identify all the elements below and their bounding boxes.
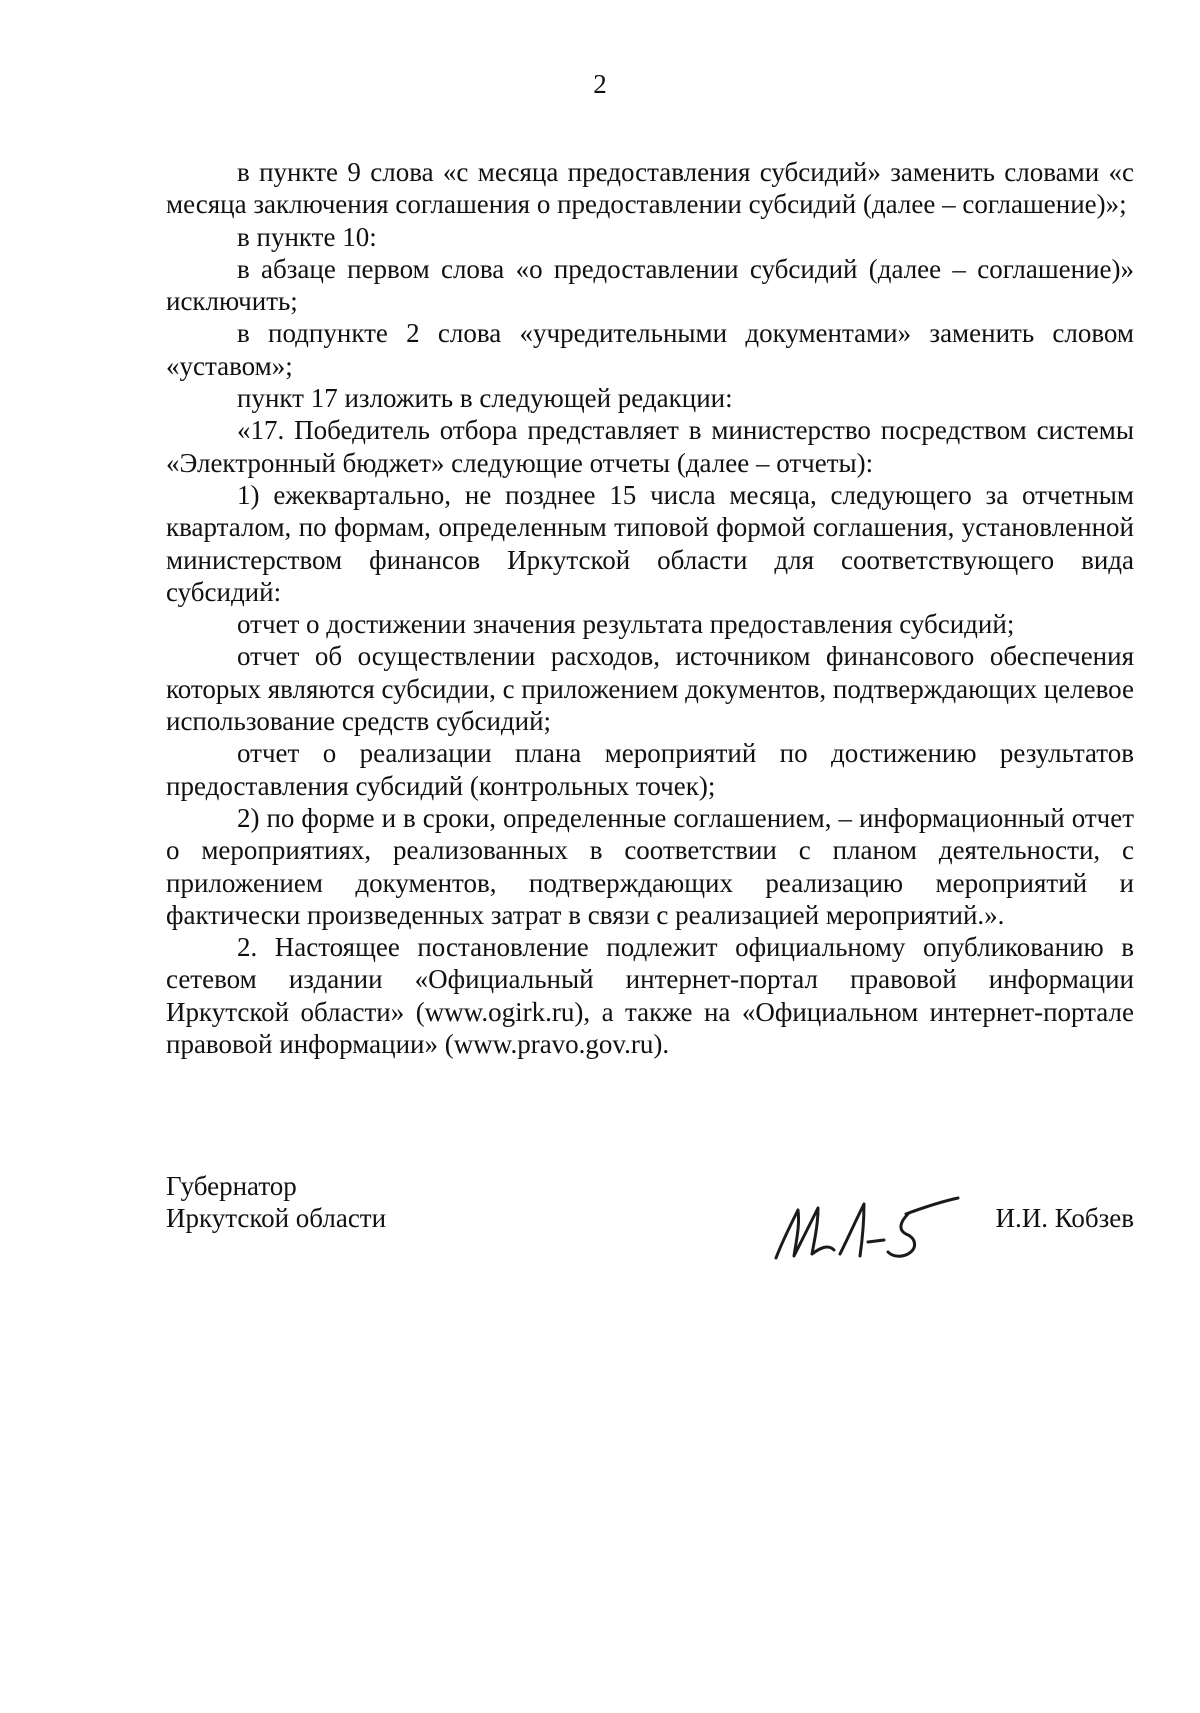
paragraph: пункт 17 изложить в следующей редакции: <box>237 383 733 414</box>
paragraph: 2. Настоящее постановление подлежит официальному опубликованию в сетевом издании «Официальный интернет-портал правовой информации Иркутской области» (www.ogirk.ru), а также на «Официальном интернет-портале правовой информации» (www.pravo.gov.ru). <box>166 932 1134 1060</box>
paragraph: в пункте 10: <box>237 221 377 252</box>
paragraph: в пункте 9 слова «с месяца предоставления субсидий» заменить словами «с месяца заключения соглашения о предоставлении субсидий (далее – соглашение)»; <box>166 157 1134 220</box>
paragraph: отчет о достижении значения результата предоставления субсидий; <box>237 609 1015 640</box>
signatory-position-line: Губернатор <box>166 1171 297 1201</box>
paragraph: 2) по форме и в сроки, определенные соглашением, – информационный отчет о мероприятиях, реализованных в соответствии с планом деятельности, с приложением документов, подтверждающих реализацию мероприятий и фактически произведенных затрат в связи с реализацией мероприятий.». <box>166 802 1134 930</box>
paragraph: в подпункте 2 слова «учредительными документами» заменить словом «уставом»; <box>166 318 1134 381</box>
paragraph: в абзаце первом слова «о предоставлении субсидий (далее – соглашение)» исключить; <box>166 253 1134 317</box>
signatory-position <box>166 1170 386 1235</box>
signature-block <box>166 1170 1134 1290</box>
paragraph: 1) ежеквартально, не позднее 15 числа месяца, следующего за отчетным кварталом, по формам, определенным типовой формой соглашения, установленной министерством финансов Иркутской области для соответствующего вида субсидий: <box>166 479 1134 607</box>
handwritten-signature <box>772 1190 962 1265</box>
paragraph: «17. Победитель отбора представляет в министерство посредством системы «Электронный бюджет» следующие отчеты (далее – отчеты): <box>166 415 1134 478</box>
paragraph: отчет об осуществлении расходов, источником финансового обеспечения которых являются субсидии, с приложением документов, подтверждающих целевое использование средств субсидий; <box>166 641 1134 737</box>
signatory-name: И.И. Кобзев <box>995 1203 1134 1233</box>
paragraph: отчет о реализации плана мероприятий по достижению результатов предоставления субсидий (контрольных точек); <box>166 738 1134 801</box>
document-body <box>166 156 1134 1060</box>
signatory-position-line: Иркутской области <box>166 1203 387 1234</box>
page-number: 2 <box>593 69 607 99</box>
